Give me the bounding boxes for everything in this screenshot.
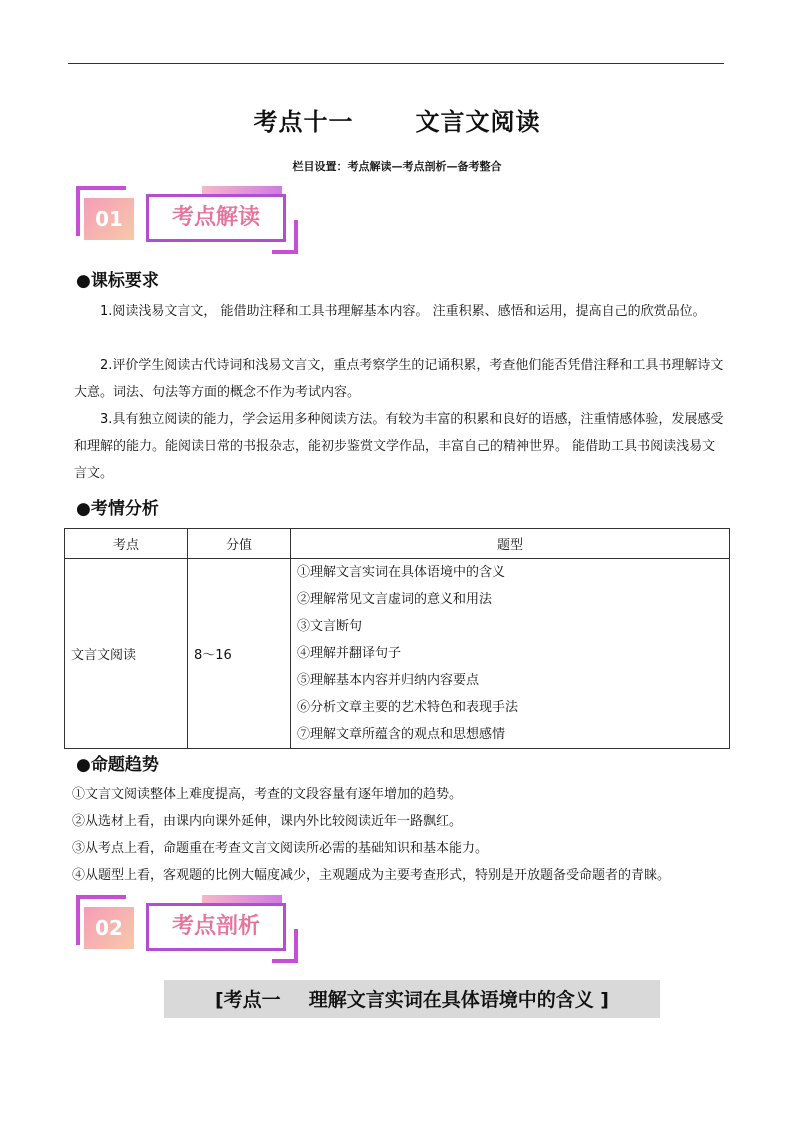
trend-item: ④从题型上看，客观题的比例大幅度减少，主观题成为主要考查形式，特别是开放题备受命题者的青睐。: [72, 868, 671, 883]
keypoint-prefix: [考点一: [215, 989, 281, 1011]
curriculum-item: 3.具有独立阅读的能力，学会运用多种阅读方法。有较为丰富的积累和良好的语感，注重情感体验，发展感受和理解的能力。能阅读日常的书报杂志，能初步鉴赏文学作品，丰富自己的精神世界。 能借助工具书阅读浅易文言文。: [74, 412, 724, 481]
section-label: 考点剖析: [146, 903, 286, 951]
banner-accent-bar: [202, 895, 282, 903]
page-subtitle: 栏目设置：考点解读—考点剖析—备考整合: [292, 160, 502, 173]
banner-corner-decoration: [272, 220, 298, 254]
analysis-heading: ●考情分析: [76, 499, 159, 519]
section-banner-1: [72, 186, 298, 256]
column-header: 考点: [65, 529, 188, 559]
section-banner-2: [72, 895, 298, 965]
table-row: [65, 559, 730, 749]
types-cell: [291, 559, 730, 749]
keypoint-text: 理解文言实词在具体语境中的含义 ]: [308, 989, 609, 1011]
question-type: ⑤理解基本内容并归纳内容要点: [297, 673, 480, 688]
curriculum-item: 2.评价学生阅读古代诗词和浅易文言文，重点考察学生的记诵积累，考查他们能否凭借注释和工具书理解诗文大意。词法、句法等方面的概念不作为考试内容。: [74, 358, 724, 400]
column-header: 分值: [188, 529, 291, 559]
curriculum-heading: ●课标要求: [76, 271, 159, 291]
score-cell: 8～16: [188, 559, 291, 749]
question-type: ⑥分析文章主要的艺术特色和表现手法: [297, 700, 519, 715]
trends-heading: ●命题趋势: [76, 755, 159, 775]
header-rule: [68, 63, 724, 64]
trend-item: ③从考点上看，命题重在考查文言文阅读所必需的基础知识和基本能力。: [72, 841, 489, 856]
section-label: 考点解读: [146, 194, 286, 242]
question-type: ②理解常见文言虚词的意义和用法: [297, 592, 493, 607]
trend-item: ①文言文阅读整体上难度提高，考查的文段容量有逐年增加的趋势。: [72, 787, 463, 802]
page-title: [0, 102, 794, 137]
question-type: ③文言断句: [297, 619, 363, 634]
banner-accent-bar: [202, 186, 282, 194]
keypoint-title: [164, 980, 660, 1018]
section-number: 01: [84, 198, 134, 240]
topic-cell: 文言文阅读: [65, 559, 188, 749]
trend-item: ②从选材上看，由课内向课外延伸，课内外比较阅读近年一路飘红。: [72, 814, 463, 829]
question-type: ⑦理解文章所蕴含的观点和思想感情: [297, 727, 506, 742]
question-type: ④理解并翻译句子: [297, 646, 402, 661]
table-header-row: [65, 529, 730, 559]
analysis-table: [64, 528, 730, 749]
section-number: 02: [84, 907, 134, 949]
question-type: ①理解文言实词在具体语境中的含义: [297, 565, 506, 580]
title-part1: 考点十一: [253, 108, 354, 136]
curriculum-item: 1.阅读浅易文言文， 能借助注释和工具书理解基本内容。 注重积累、感悟和运用，提高自己的欣赏品位。: [100, 304, 706, 319]
column-header: 题型: [291, 529, 730, 559]
title-part2: 文言文阅读: [415, 108, 541, 136]
banner-corner-decoration: [272, 929, 298, 963]
